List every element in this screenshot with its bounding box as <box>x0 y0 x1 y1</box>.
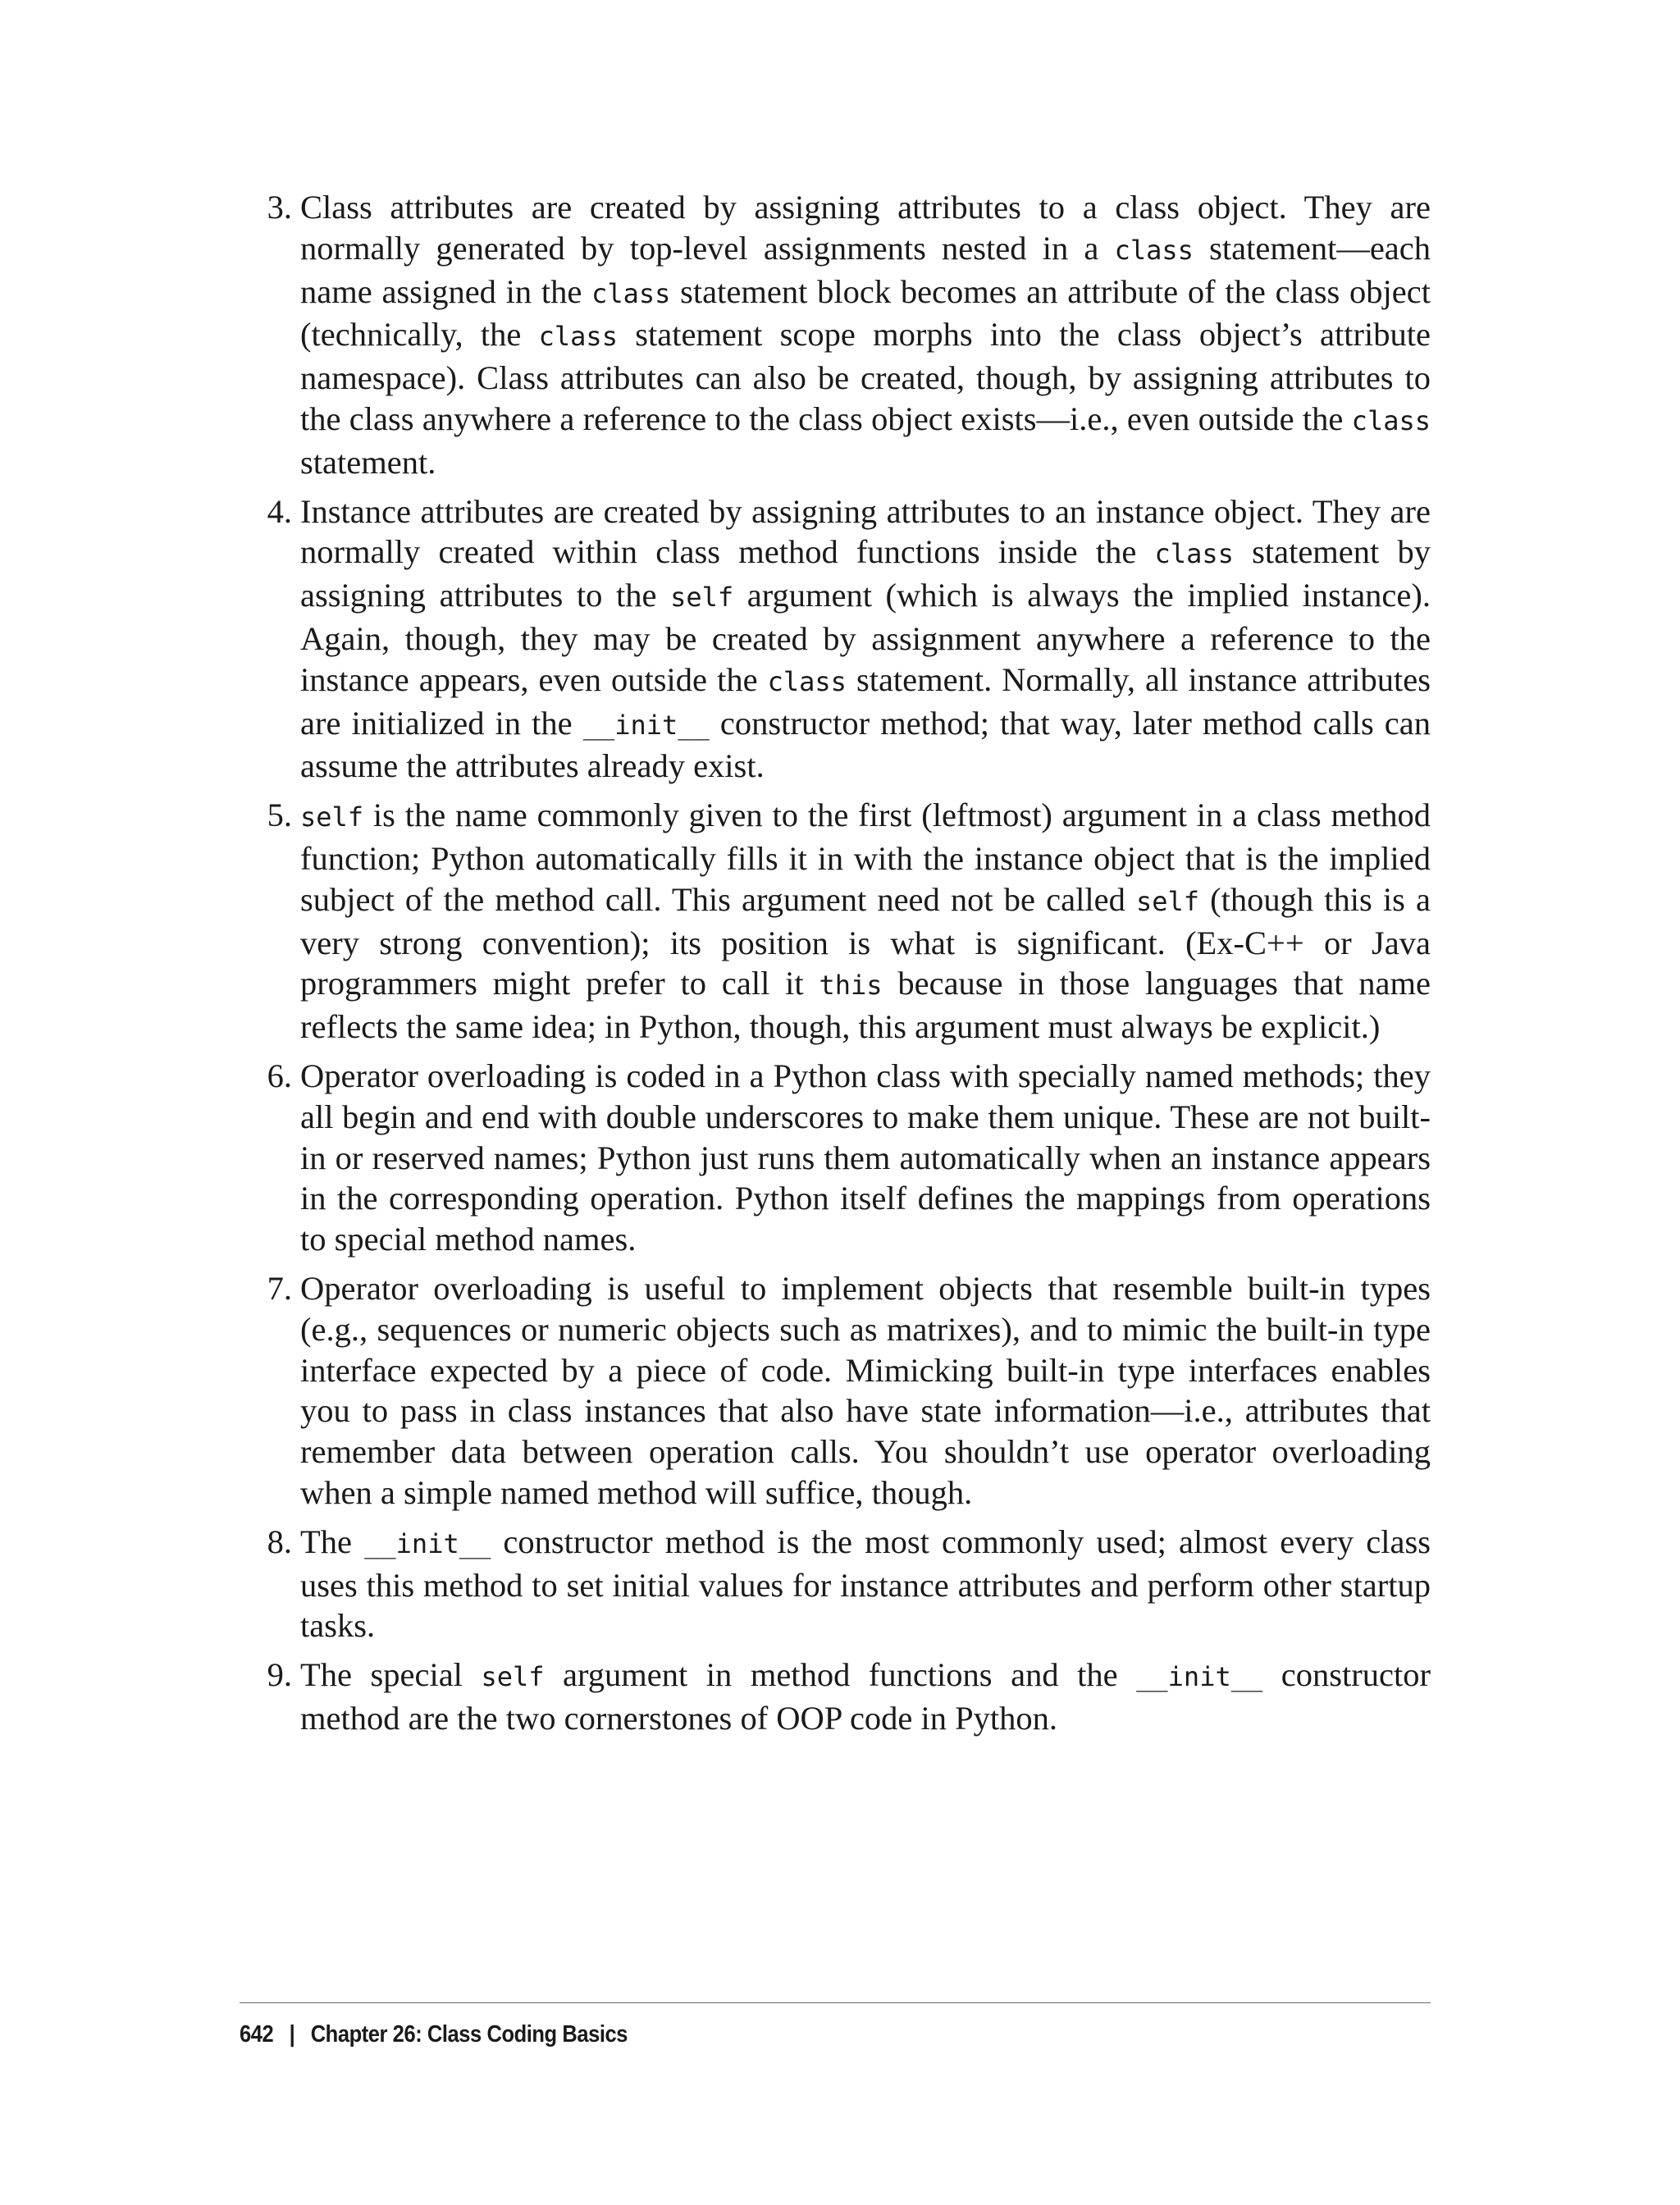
inline-code: class <box>1351 404 1431 436</box>
page-number: 642 <box>240 2021 274 2048</box>
inline-code: self <box>300 801 364 833</box>
answer-number: 6. <box>267 1057 292 1094</box>
answer-number: 9. <box>267 1656 292 1694</box>
text-run: The <box>300 1522 365 1560</box>
text-run: statement scope morphs into the class object’s attribute namespace). Class attributes can also be created, though, by assigning attributes to the class anywhere a reference to the class object exists—i.e., even outside the <box>300 316 1431 437</box>
footer-rule <box>240 2002 1431 2003</box>
answer-text <box>300 491 1431 788</box>
answer-item <box>259 1056 1431 1260</box>
footer-separator: | <box>289 2021 295 2048</box>
answer-item <box>259 1522 1431 1646</box>
text-run: statement by assigning attributes to the <box>300 533 1431 614</box>
answer-text <box>300 1268 1431 1513</box>
answer-item <box>259 1268 1431 1513</box>
text-run: Instance attributes are created by assigning attributes to an instance object. They are normally created within class method functions inside the <box>300 492 1431 571</box>
answer-text <box>300 795 1431 1048</box>
inline-code: __init__ <box>582 709 710 741</box>
inline-code: this <box>819 970 883 1002</box>
inline-code: __init__ <box>364 1527 491 1559</box>
inline-code: self <box>670 582 734 614</box>
text-run: statement. <box>300 443 436 481</box>
answer-text <box>300 187 1431 483</box>
text-run: constructor method is the most commonly used; almost every class uses this method to set initial values for instance attributes and perform other startup tasks. <box>300 1522 1431 1645</box>
inline-code: class <box>1114 234 1194 266</box>
text-run: The special <box>300 1656 482 1694</box>
text-run: constructor method are the two cornerstones of OOP code in Python. <box>300 1656 1431 1737</box>
answer-text <box>300 1655 1431 1739</box>
answer-number: 8. <box>267 1522 292 1560</box>
text-run: statement—each name assigned in the <box>300 229 1431 310</box>
inline-code: __init__ <box>1136 1661 1263 1693</box>
text-run: is the name commonly given to the first (leftmost) argument in a class method function; Python automatically fills it in with the instance object that is the implied subject of the method call. This argument need not be called <box>300 797 1431 918</box>
text-run: argument in method functions and the <box>544 1656 1137 1694</box>
answer-text <box>300 1056 1431 1260</box>
text-run: Operator overloading is coded in a Python class with specially named methods; they all begin and end with double underscores to make them unique. These are not built-in or reserved names; Python just runs them automatically when an instance appears in the corresponding operation. Python itself defines the mappings from operations to special method names. <box>300 1057 1431 1258</box>
text-run: Operator overloading is useful to implement objects that resemble built-in types (e.g., sequences or numeric objects such as matrixes), and to mimic the built-in type interface expected by a piece of code. Mimicking built-in type interfaces enables you to pass in class instances that also have state information—i.e., attributes that remember data between operation calls. You shouldn’t use operator overloading when a simple named method will suffice, though. <box>300 1269 1431 1511</box>
answer-text <box>300 1522 1431 1646</box>
inline-code: class <box>538 321 618 353</box>
text-run: (though this is a very strong convention); its position is what is significant. (Ex-C++ or Java programmers might prefer to call it <box>300 880 1431 1002</box>
answer-number: 4. <box>267 492 292 530</box>
text-run: argument (which is always the implied instance). Again, though, they may be created by assignment anywhere a reference to the instance appears, even outside the <box>300 577 1431 698</box>
inline-code: self <box>1135 885 1200 917</box>
text-run: constructor method; that way, later method calls can assume the attributes already exist. <box>300 704 1431 785</box>
inline-code: class <box>767 665 847 697</box>
answer-number: 3. <box>267 189 292 226</box>
answer-item <box>259 1655 1431 1739</box>
inline-code: self <box>481 1661 545 1693</box>
answer-item <box>259 491 1431 788</box>
answer-list <box>259 187 1431 1747</box>
text-run: statement block becomes an attribute of the class object (technically, the <box>300 272 1431 354</box>
answer-item <box>259 187 1431 483</box>
answer-number: 5. <box>267 797 292 834</box>
page-footer <box>240 2018 628 2051</box>
text-run: because in those languages that name reflects the same idea; in Python, though, this argument must always be explicit.) <box>300 965 1431 1046</box>
text-run: statement. Normally, all instance attributes are initialized in the <box>300 660 1431 742</box>
answer-number: 7. <box>267 1269 292 1307</box>
text-run: Class attributes are created by assigning attributes to a class object. They are normally generated by top-level assignments nested in a <box>300 189 1431 267</box>
answer-item <box>259 795 1431 1048</box>
inline-code: class <box>591 277 671 309</box>
inline-code: class <box>1154 538 1234 570</box>
chapter-title: Chapter 26: Class Coding Basics <box>310 2021 628 2048</box>
